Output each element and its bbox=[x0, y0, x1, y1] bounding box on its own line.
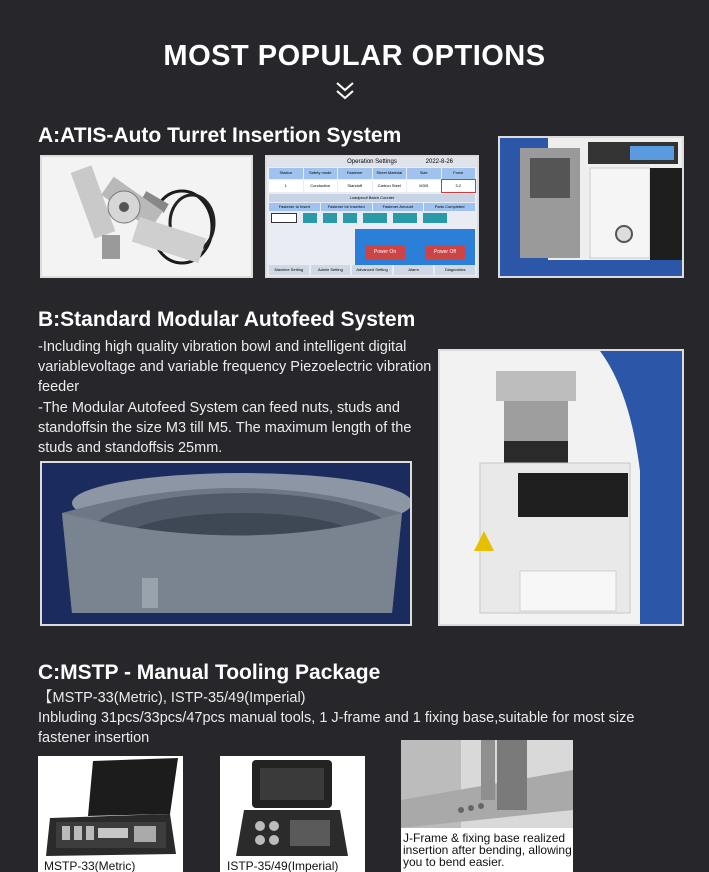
vibration-bowl-image bbox=[40, 461, 412, 626]
screen-cell: Standoff bbox=[338, 180, 372, 193]
operation-settings-screen bbox=[265, 155, 479, 278]
page-title: MOST POPULAR OPTIONS bbox=[163, 40, 546, 72]
power-off-button: Power Off bbox=[425, 245, 465, 259]
caption-istp-35-49: ISTP-35/49(Imperial) bbox=[227, 859, 339, 872]
screen-subtitle: Loadproof Batch Counter bbox=[269, 194, 475, 202]
screen-cell: M3/5 bbox=[407, 180, 441, 193]
screen-title: Operation Settings bbox=[347, 159, 397, 165]
power-on-button: Power On bbox=[365, 245, 405, 259]
section-b-paragraph-1: -Including high quality vibration bowl and intelligent digital variablevoltage and variable frequency Piezoelectric vibration feeder bbox=[38, 339, 432, 395]
screen-sub-header: Fastener Amount bbox=[373, 203, 424, 211]
caption-mstp-33: MSTP-33(Metric) bbox=[44, 859, 136, 872]
screen-cell: Carbon Steel bbox=[373, 180, 407, 193]
screen-cell: Conductive bbox=[304, 180, 338, 193]
screen-tab: Admin Setting bbox=[311, 265, 351, 275]
screen-col-header: Fastener bbox=[338, 168, 372, 179]
section-b-heading: B:Standard Modular Autofeed System bbox=[38, 308, 416, 331]
istp-35-49-case-image bbox=[220, 756, 365, 872]
j-frame-image bbox=[401, 740, 573, 872]
screen-col-header: Force bbox=[442, 168, 476, 179]
double-chevron-down-icon bbox=[334, 80, 356, 102]
mstp-33-case-image bbox=[38, 756, 183, 872]
section-c-heading: C:MSTP - Manual Tooling Package bbox=[38, 661, 381, 684]
screen-tab: Diagnostics bbox=[435, 265, 475, 275]
screen-date: 2022-8-26 bbox=[425, 159, 453, 165]
section-b-paragraph-2: -The Modular Autofeed System can feed nuts, studs and standoffsin the size M3 till M5. The maximum length of the studs and standoffsis 25mm. bbox=[38, 400, 412, 456]
screen-tab: Machine Setting bbox=[269, 265, 309, 275]
section-c-models: 【MSTP-33(Metric), ISTP-35/49(Imperial) bbox=[38, 690, 306, 706]
turret-machine-image bbox=[498, 136, 684, 278]
screen-sub-header: Fastener to Insert bbox=[269, 203, 320, 211]
screen-cell: 3.2 bbox=[442, 180, 476, 193]
caption-j-frame: J-Frame & fixing base realized insertion after bending, allowing you to bend easier. bbox=[403, 831, 572, 869]
screen-col-header: Safety mode bbox=[304, 168, 338, 179]
screen-sub-header: Parts Completed bbox=[424, 203, 475, 211]
screen-col-header: Sheet Material bbox=[373, 168, 407, 179]
screen-cell: 1 bbox=[269, 180, 303, 193]
screen-sub-header: Fastener be Inserted bbox=[321, 203, 372, 211]
screen-col-header: Station bbox=[269, 168, 303, 179]
autofeed-machine-image bbox=[438, 349, 684, 626]
screen-col-header: Size bbox=[407, 168, 441, 179]
section-c-description: Inbluding 31pcs/33pcs/47pcs manual tools, 1 J-frame and 1 fixing base,suitable for most size fastener insertion bbox=[38, 710, 635, 746]
section-a-heading: A:ATIS-Auto Turret Insertion System bbox=[38, 124, 402, 147]
screen-tab: Advanced Setting bbox=[352, 265, 392, 275]
turret-head-image bbox=[40, 155, 253, 278]
screen-tab: Alarm bbox=[394, 265, 434, 275]
